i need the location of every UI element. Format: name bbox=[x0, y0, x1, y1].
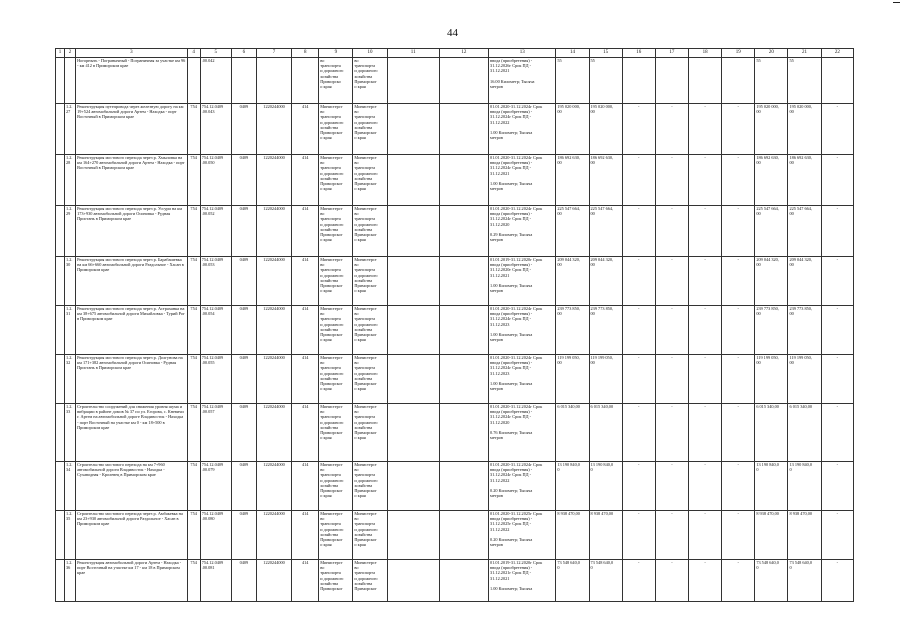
empty-cell bbox=[387, 104, 439, 155]
column-number: 10 bbox=[353, 49, 387, 58]
expense-type: 414 bbox=[292, 155, 319, 206]
customer: Министерст во транспорта и дорожного хозяйства Приморског о края bbox=[319, 104, 353, 155]
row-code: 1.2.31 bbox=[65, 306, 76, 355]
amount-2020: 13 190 840,0 0 bbox=[589, 462, 622, 511]
federal-budget: - bbox=[821, 511, 853, 560]
object-name: Реконструкция мостового перехода через р. Уссури на км 173+930 автомобильной дороги Осиновка - Рудная Пристань в Приморском крае bbox=[76, 206, 188, 257]
expense-type: 414 bbox=[292, 462, 319, 511]
amount-2022: - bbox=[655, 306, 688, 355]
column-number: 8 bbox=[292, 49, 319, 58]
target-article: 1220244000 bbox=[256, 560, 291, 602]
developer: Министерст во транспорта и дорожного хозяйства Приморског о края bbox=[353, 404, 387, 462]
terms-capacity: 01.01.2020-31.12.2025г Срок ввода (приобретения) - 31.12.2025г Срок ПД - 31.12.2022 0.20 Километр; Тысяча метров bbox=[489, 511, 556, 560]
amount-2023 bbox=[689, 58, 722, 104]
amount-2022: - bbox=[655, 104, 688, 155]
regional-budget: 13 190 840,0 0 bbox=[788, 462, 821, 511]
total-cost: 209 044 320, 00 bbox=[556, 257, 589, 306]
column-number: 14 bbox=[556, 49, 589, 58]
total-cost: 73 548 640,0 0 bbox=[556, 560, 589, 602]
customer: Министерст во транспорта и дорожного хозяйства Приморског о края bbox=[319, 306, 353, 355]
amount-2024: - bbox=[722, 404, 755, 462]
row-code bbox=[65, 58, 76, 104]
developer: Министерст во транспорта и дорожного хозяйства Приморског о края bbox=[353, 206, 387, 257]
empty-cell bbox=[56, 257, 65, 306]
expense-type: 414 bbox=[292, 404, 319, 462]
gov-code: 754 bbox=[187, 511, 200, 560]
object-code: 754.12.0409 .00.054 bbox=[200, 306, 231, 355]
expense-type: 414 bbox=[292, 104, 319, 155]
gov-code: 754 bbox=[187, 560, 200, 602]
target-article: 1220244000 bbox=[256, 404, 291, 462]
column-number: 17 bbox=[655, 49, 688, 58]
customer: Министерст во транспорта и дорожного хозяйства Приморског о края bbox=[319, 257, 353, 306]
amount-2024: - bbox=[722, 355, 755, 404]
target-article bbox=[256, 58, 291, 104]
amount-2024: - bbox=[722, 206, 755, 257]
amount-2021: - bbox=[622, 257, 655, 306]
total-cost: 6 015 340,00 bbox=[556, 404, 589, 462]
amount-2020: 186 692 630, 00 bbox=[589, 155, 622, 206]
amount-2023: - bbox=[689, 462, 722, 511]
customer: Министерст во транспорта и дорожного хозяйства Приморског о края bbox=[319, 462, 353, 511]
amount-2020: 73 548 640,0 0 bbox=[589, 560, 622, 602]
column-number: 9 bbox=[319, 49, 353, 58]
customer: Министерст во транспорта и дорожного хозяйства Приморског о края bbox=[319, 155, 353, 206]
total-amount: 73 548 640,0 0 bbox=[755, 560, 788, 602]
customer: Министерст во транспорта и дорожного хозяйства Приморског bbox=[319, 560, 353, 602]
object-code: 754.12.0409 .00.053 bbox=[200, 257, 231, 306]
amount-2021: - bbox=[622, 404, 655, 462]
object-name: Реконструкция мостового перехода через р. Барабашевка на км 66+660 автомобильной дороги Раздольное - Хасан в Приморском крае bbox=[76, 257, 188, 306]
object-code: 754.12.0409 .00.079 bbox=[200, 462, 231, 511]
row-code: 1.2.27 bbox=[65, 104, 76, 155]
column-number: 1 bbox=[56, 49, 65, 58]
amount-2021: - bbox=[622, 462, 655, 511]
section-code: 0409 bbox=[231, 560, 256, 602]
table-row bbox=[56, 257, 854, 306]
page-number: 44 bbox=[447, 27, 458, 39]
column-number: 7 bbox=[256, 49, 291, 58]
target-article: 1220244000 bbox=[256, 355, 291, 404]
empty-cell bbox=[56, 560, 65, 602]
column-number: 12 bbox=[439, 49, 488, 58]
federal-budget: - bbox=[821, 560, 853, 602]
amount-2021: - bbox=[622, 560, 655, 602]
amount-2021: - bbox=[622, 206, 655, 257]
empty-cell bbox=[56, 511, 65, 560]
empty-cell bbox=[56, 306, 65, 355]
terms-capacity: 01.01.2020-31.12.2024г Срок ввода (приобретения) - 31.12.2024г Срок ПД - 31.12.2023 1.00 Километр; Тысяча метров bbox=[489, 306, 556, 355]
amount-2024 bbox=[722, 58, 755, 104]
empty-cell bbox=[387, 306, 439, 355]
row-code: 1.2.34 bbox=[65, 462, 76, 511]
total-amount: 55 bbox=[755, 58, 788, 104]
amount-2022: - bbox=[655, 257, 688, 306]
amount-2020: 119 199 050, 00 bbox=[589, 355, 622, 404]
column-number: 20 bbox=[755, 49, 788, 58]
amount-2023: - bbox=[689, 560, 722, 602]
amount-2020: 6 015 340,00 bbox=[589, 404, 622, 462]
amount-2023: - bbox=[689, 257, 722, 306]
developer: Министерст во транспорта и дорожного хозяйства Приморског о края bbox=[353, 155, 387, 206]
object-code: .00.042 bbox=[200, 58, 231, 104]
section-code: 0409 bbox=[231, 355, 256, 404]
developer: Министерст во транспорта и дорожного хозяйства Приморског о края bbox=[353, 257, 387, 306]
empty-cell bbox=[439, 58, 488, 104]
target-article: 1220244000 bbox=[256, 306, 291, 355]
object-name: Реконструкция мостового перехода через р. Долгунова на км 171+382 автомобильной дороги Осиновка - Рудная Пристань в Приморском крае bbox=[76, 355, 188, 404]
table-row bbox=[56, 306, 854, 355]
developer: Министерст во транспорта и дорожного хозяйства Приморског о края bbox=[353, 104, 387, 155]
federal-budget: - bbox=[821, 155, 853, 206]
total-amount: 186 692 630, 00 bbox=[755, 155, 788, 206]
gov-code: 754 bbox=[187, 404, 200, 462]
empty-cell bbox=[439, 462, 488, 511]
empty-cell bbox=[56, 155, 65, 206]
amount-2022: - bbox=[655, 206, 688, 257]
terms-capacity: 01.01.2020-31.12.2024г Срок ввода (приобретения) - 31.12.2024г Срок ПД - 31.12.2020 0.76 Километр; Тысяча метров bbox=[489, 404, 556, 462]
regional-budget: 73 548 640,0 0 bbox=[788, 560, 821, 602]
amount-2020: 55 bbox=[589, 58, 622, 104]
federal-budget: - bbox=[821, 257, 853, 306]
object-code: 754.12.0409 .00.050 bbox=[200, 155, 231, 206]
regional-budget: 239 773 850, 00 bbox=[788, 306, 821, 355]
row-code: 1.2.28 bbox=[65, 155, 76, 206]
section-code: 0409 bbox=[231, 511, 256, 560]
section-code: 0409 bbox=[231, 104, 256, 155]
empty-cell bbox=[56, 404, 65, 462]
column-number: 4 bbox=[187, 49, 200, 58]
object-code: 754.12.0409 .00.052 bbox=[200, 206, 231, 257]
developer: Министерст во транспорта и дорожного хозяйства Приморског bbox=[353, 560, 387, 602]
amount-2020: 209 044 320, 00 bbox=[589, 257, 622, 306]
empty-cell bbox=[387, 560, 439, 602]
amount-2023: - bbox=[689, 404, 722, 462]
total-amount: 13 190 840,0 0 bbox=[755, 462, 788, 511]
section-code bbox=[231, 58, 256, 104]
total-cost: 225 547 664, 00 bbox=[556, 206, 589, 257]
section-code: 0409 bbox=[231, 155, 256, 206]
corner-mark bbox=[893, 2, 900, 3]
amount-2021: - bbox=[622, 306, 655, 355]
terms-capacity: 01.01.2020-31.12.2024г Срок ввода (приобретения) - 31.12.2024г Срок ПД - 31.12.2023 1.00 Километр; Тысяча метров bbox=[489, 355, 556, 404]
developer: Министерст во транспорта и дорожного хозяйства Приморског о края bbox=[353, 355, 387, 404]
amount-2024: - bbox=[722, 155, 755, 206]
total-amount: 6 015 340,00 bbox=[755, 404, 788, 462]
regional-budget: 186 692 630, 00 bbox=[788, 155, 821, 206]
object-name: Ногорныть - Погранычный - Пограничная за участке км 96 - км 412 в Приморском крае bbox=[76, 58, 188, 104]
amount-2020: 225 547 664, 00 bbox=[589, 206, 622, 257]
target-article: 1220244000 bbox=[256, 104, 291, 155]
table-row bbox=[56, 355, 854, 404]
table-row bbox=[56, 462, 854, 511]
target-article: 1220244000 bbox=[256, 155, 291, 206]
terms-capacity: 01.01.2019-31.12.2020г Срок ввода (приобретения) - 31.12.2021г Срок ПД - 31.12.2021 1.00 Километр; Тысяча bbox=[489, 560, 556, 602]
amount-2024: - bbox=[722, 104, 755, 155]
row-code: 1.2.29 bbox=[65, 206, 76, 257]
expense-type: 414 bbox=[292, 257, 319, 306]
row-code: 1.2.33 bbox=[65, 404, 76, 462]
amount-2024: - bbox=[722, 560, 755, 602]
section-code: 0409 bbox=[231, 462, 256, 511]
column-number: 15 bbox=[589, 49, 622, 58]
object-name: Реконструкция мостового перехода через р. Астраханка на км 38+675 автомобильной дороги Михайловка - Турий Рог в Приморском крае bbox=[76, 306, 188, 355]
total-amount: 119 199 050, 00 bbox=[755, 355, 788, 404]
table-row bbox=[56, 560, 854, 602]
terms-capacity: 01.01.2020-31.12.2024г Срок ввода (приобретения) - 31.12.2024г Срок ПД - 31.12.2022 1.00 Километр; Тысяча метров bbox=[489, 104, 556, 155]
regional-budget: 225 547 664, 00 bbox=[788, 206, 821, 257]
federal-budget: - bbox=[821, 355, 853, 404]
row-code: 1.2.35 bbox=[65, 511, 76, 560]
expense-type: 414 bbox=[292, 355, 319, 404]
regional-budget: 195 020 000, 00 bbox=[788, 104, 821, 155]
empty-cell bbox=[387, 206, 439, 257]
empty-cell bbox=[387, 355, 439, 404]
amount-2020: 239 773 850, 00 bbox=[589, 306, 622, 355]
amount-2022: - bbox=[655, 355, 688, 404]
terms-capacity: 01.01.2019-31.12.2020г Срок ввода (приобретения) - 31.12.2020г Срок ПД - 31.12.2021 1.00 Километр; Тысяча метров bbox=[489, 257, 556, 306]
customer: Министерст во транспорта и дорожного хозяйства Приморског о края bbox=[319, 355, 353, 404]
regional-budget: 209 044 320, 00 bbox=[788, 257, 821, 306]
developer: Министерст во транспорта и дорожного хозяйства Приморског о края bbox=[353, 306, 387, 355]
section-code: 0409 bbox=[231, 206, 256, 257]
federal-budget: - bbox=[821, 206, 853, 257]
object-name: Реконструкция путепровода через железную дорогу на км 19+524 автомобильной дороги Артем - Находка - порт Восточный в Приморском крае bbox=[76, 104, 188, 155]
amount-2021: - bbox=[622, 511, 655, 560]
amount-2024: - bbox=[722, 306, 755, 355]
gov-code: 754 bbox=[187, 257, 200, 306]
empty-cell bbox=[439, 404, 488, 462]
object-name: Строительство сооружений для снижения уровня шума и вибрации в районе домов № 37 по ул. Егорова, с. Кневичи г. Артем на автомобильной дороге Владивосток - Находка - порт Восточный на участке км 0 - км 18+500 в Приморском крае bbox=[76, 404, 188, 462]
expense-type: 414 bbox=[292, 306, 319, 355]
total-cost: 13 190 840,0 0 bbox=[556, 462, 589, 511]
terms-capacity: ввода (приобретения) - 31.12.2026г Срок ПД - 31.12.2021 16.00 Километр; Тысяча метров bbox=[489, 58, 556, 104]
total-cost: 55 bbox=[556, 58, 589, 104]
amount-2023: - bbox=[689, 104, 722, 155]
empty-cell bbox=[439, 511, 488, 560]
total-cost: 239 773 850, 00 bbox=[556, 306, 589, 355]
gov-code: 754 bbox=[187, 462, 200, 511]
section-code: 0409 bbox=[231, 404, 256, 462]
empty-cell bbox=[439, 257, 488, 306]
target-article: 1220244000 bbox=[256, 206, 291, 257]
amount-2021: - bbox=[622, 355, 655, 404]
developer: Министерст во транспорта и дорожного хозяйства Приморског о края bbox=[353, 462, 387, 511]
empty-cell bbox=[387, 462, 439, 511]
empty-cell bbox=[387, 58, 439, 104]
customer: Министерст во транспорта и дорожного хозяйства Приморског о края bbox=[319, 404, 353, 462]
amount-2024: - bbox=[722, 511, 755, 560]
federal-budget: - bbox=[821, 404, 853, 462]
object-name: Реконструкция мостового перехода через р. Хмыловка на км 164+270 автомобильной дороги Артем - Находка - порт Восточный в Приморском крае bbox=[76, 155, 188, 206]
developer: Министерст во транспорта и дорожного хозяйства Приморског о края bbox=[353, 511, 387, 560]
target-article: 1220244000 bbox=[256, 462, 291, 511]
gov-code: 754 bbox=[187, 206, 200, 257]
amount-2021: - bbox=[622, 104, 655, 155]
column-number: 21 bbox=[788, 49, 821, 58]
expense-type: 414 bbox=[292, 511, 319, 560]
empty-cell bbox=[56, 104, 65, 155]
row-code: 1.2.32 bbox=[65, 355, 76, 404]
empty-cell bbox=[387, 404, 439, 462]
total-cost: 119 199 050, 00 bbox=[556, 355, 589, 404]
amount-2020: 195 020 000, 00 bbox=[589, 104, 622, 155]
object-code: 754.12.0409 .00.057 bbox=[200, 404, 231, 462]
empty-cell bbox=[56, 58, 65, 104]
column-number: 16 bbox=[622, 49, 655, 58]
object-name: Реконструкция автомобильной дороги Артем - Находка - порт Восточный на участке км 17 - км 18 в Приморском крае bbox=[76, 560, 188, 602]
empty-cell bbox=[387, 257, 439, 306]
amount-2023: - bbox=[689, 206, 722, 257]
total-amount: 8 938 470,00 bbox=[755, 511, 788, 560]
amount-2023: - bbox=[689, 355, 722, 404]
amount-2021: - bbox=[622, 155, 655, 206]
gov-code: 754 bbox=[187, 306, 200, 355]
empty-cell bbox=[387, 511, 439, 560]
regional-budget: 8 938 470,00 bbox=[788, 511, 821, 560]
table-row bbox=[56, 511, 854, 560]
amount-2021 bbox=[622, 58, 655, 104]
empty-cell bbox=[439, 206, 488, 257]
column-number: 3 bbox=[76, 49, 188, 58]
federal-budget: - bbox=[821, 104, 853, 155]
amount-2024: - bbox=[722, 462, 755, 511]
gov-code: 754 bbox=[187, 355, 200, 404]
federal-budget bbox=[821, 58, 853, 104]
developer: во транспорта и дорожного хозяйства Приморског о края bbox=[353, 58, 387, 104]
empty-cell bbox=[56, 462, 65, 511]
total-cost: 195 020 000, 00 bbox=[556, 104, 589, 155]
regional-budget: 119 199 050, 00 bbox=[788, 355, 821, 404]
column-number: 11 bbox=[387, 49, 439, 58]
total-amount: 239 773 850, 00 bbox=[755, 306, 788, 355]
total-cost: 8 938 470,00 bbox=[556, 511, 589, 560]
row-code: 1.2.36 bbox=[65, 560, 76, 602]
column-number: 22 bbox=[821, 49, 853, 58]
amount-2022: - bbox=[655, 155, 688, 206]
table-row bbox=[56, 206, 854, 257]
column-number: 6 bbox=[231, 49, 256, 58]
terms-capacity: 01.01.2020-31.12.2024г Срок ввода (приобретения) - 31.12.2024г Срок ПД - 31.12.2022 0.20 Километр; Тысяча метров bbox=[489, 462, 556, 511]
object-code: 754.12.0409 .00.055 bbox=[200, 355, 231, 404]
target-article: 1220244000 bbox=[256, 511, 291, 560]
column-number-row bbox=[56, 49, 854, 58]
column-number: 5 bbox=[200, 49, 231, 58]
federal-budget: - bbox=[821, 306, 853, 355]
regional-budget: 55 bbox=[788, 58, 821, 104]
terms-capacity: 01.01.2020-31.12.2024г Срок ввода (приобретения) - 31.12.2024г Срок ПД - 31.12.2021 1.00 Километр; Тысяча метров bbox=[489, 155, 556, 206]
object-code: 754.12.0409 .00.080 bbox=[200, 511, 231, 560]
table-row bbox=[56, 155, 854, 206]
customer: Министерст во транспорта и дорожного хозяйства Приморског о края bbox=[319, 511, 353, 560]
object-code: 754.12.0409 .00.081 bbox=[200, 560, 231, 602]
object-code: 754.12.0409 .00.043 bbox=[200, 104, 231, 155]
empty-cell bbox=[439, 560, 488, 602]
expense-type bbox=[292, 58, 319, 104]
amount-2023: - bbox=[689, 306, 722, 355]
gov-code: 754 bbox=[187, 104, 200, 155]
empty-cell bbox=[387, 155, 439, 206]
empty-cell bbox=[439, 104, 488, 155]
empty-cell bbox=[56, 206, 65, 257]
amount-2020: 8 938 470,00 bbox=[589, 511, 622, 560]
object-name: Строительство мостового перехода на км 7+960 автомобильной дороги Владивосток - Находка - Сухаводная - Кролевец в Приморском крае bbox=[76, 462, 188, 511]
object-name: Строительство мостового перехода через р. Амбакевка на км 23+930 автомобильной дороги Раздольное - Хасан в Приморском крае bbox=[76, 511, 188, 560]
table-row bbox=[56, 104, 854, 155]
amount-2022 bbox=[655, 58, 688, 104]
table-row bbox=[56, 404, 854, 462]
column-number: 19 bbox=[722, 49, 755, 58]
investment-table bbox=[55, 48, 854, 602]
amount-2022: - bbox=[655, 511, 688, 560]
empty-cell bbox=[439, 155, 488, 206]
total-amount: 225 547 664, 00 bbox=[755, 206, 788, 257]
table-row bbox=[56, 58, 854, 104]
customer: Министерст во транспорта и дорожного хозяйства Приморског о края bbox=[319, 206, 353, 257]
empty-cell bbox=[56, 355, 65, 404]
target-article: 1220244000 bbox=[256, 257, 291, 306]
amount-2022: - bbox=[655, 560, 688, 602]
section-code: 0409 bbox=[231, 257, 256, 306]
total-amount: 209 044 320, 00 bbox=[755, 257, 788, 306]
expense-type: 414 bbox=[292, 560, 319, 602]
total-cost: 186 692 630, 00 bbox=[556, 155, 589, 206]
empty-cell bbox=[439, 306, 488, 355]
amount-2023: - bbox=[689, 155, 722, 206]
section-code: 0409 bbox=[231, 306, 256, 355]
gov-code: 754 bbox=[187, 155, 200, 206]
federal-budget: - bbox=[821, 462, 853, 511]
customer: во транспорта и дорожного хозяйства Приморско о края bbox=[319, 58, 353, 104]
amount-2022: - bbox=[655, 462, 688, 511]
amount-2023: - bbox=[689, 511, 722, 560]
row-code: 1.2.30 bbox=[65, 257, 76, 306]
amount-2024: - bbox=[722, 257, 755, 306]
column-number: 2 bbox=[65, 49, 76, 58]
gov-code bbox=[187, 58, 200, 104]
empty-cell bbox=[439, 355, 488, 404]
expense-type: 414 bbox=[292, 206, 319, 257]
column-number: 13 bbox=[489, 49, 556, 58]
column-number: 18 bbox=[689, 49, 722, 58]
terms-capacity: 01.01.2020-31.12.2024г Срок ввода (приобретения) - 31.12.2024г Срок ПД - 31.12.2020 0.29 Километр; Тысяча метров bbox=[489, 206, 556, 257]
regional-budget: 6 015 340,00 bbox=[788, 404, 821, 462]
amount-2022: - bbox=[655, 404, 688, 462]
total-amount: 195 020 000, 00 bbox=[755, 104, 788, 155]
